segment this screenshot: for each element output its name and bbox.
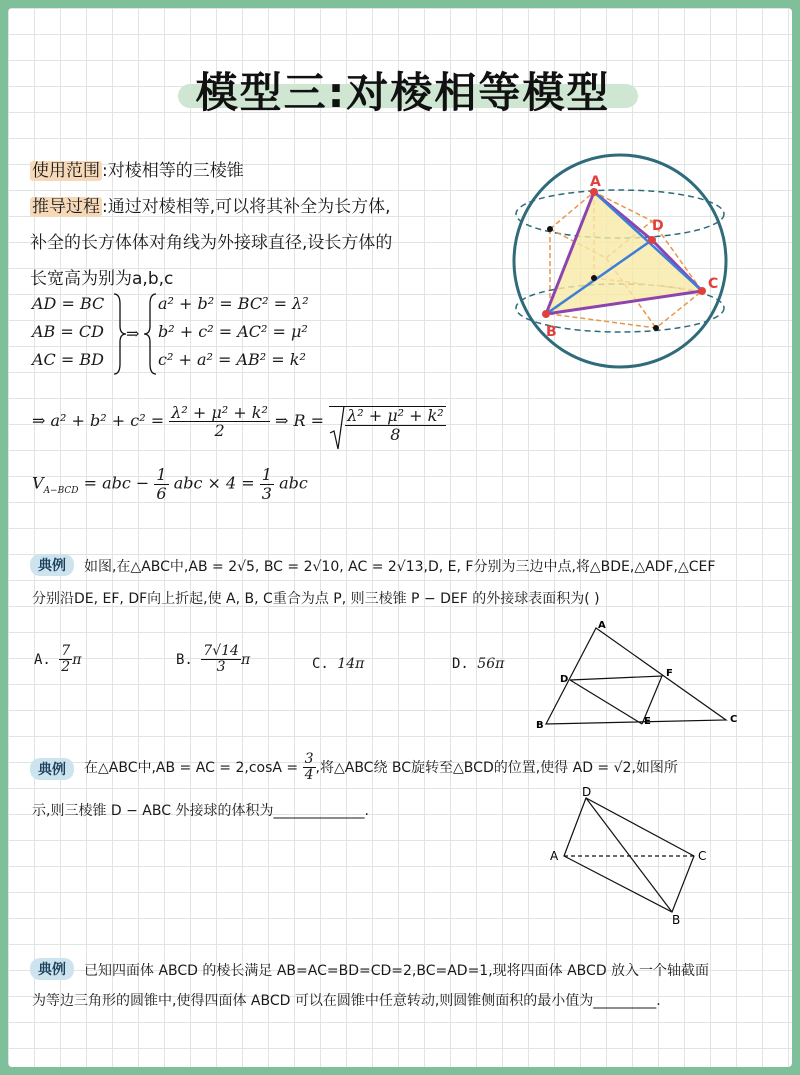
fig2-label-b: B <box>672 913 681 926</box>
option-c-label: C. <box>312 656 329 672</box>
eq-vol-frac-1 <box>154 466 168 502</box>
eq-sum-den: 2 <box>214 421 225 441</box>
page <box>8 8 792 1067</box>
example3-badge: 典例 <box>30 958 74 980</box>
eq-sum-num: λ² + μ² + k² <box>171 402 268 422</box>
usage-label: 使用范围 <box>32 161 100 181</box>
eq-vol-f2-num: 1 <box>261 465 272 484</box>
example1-line-1: 如图,在△ABC中,AB = 2√5, BC = 2√10, AC = 2√13,D, E, F分别为三边中点,将△BDE,△ADF,△CEF <box>84 559 716 575</box>
derivation-text-1: 通过对棱相等,可以将其补全为长方体, <box>107 197 391 217</box>
fig1-label-e: E <box>644 716 651 727</box>
eq-vol-v: V <box>32 473 44 493</box>
eq-r-frac <box>345 407 446 443</box>
derivation-line-3: 长宽高为别为a,b,c <box>30 269 174 289</box>
usage-sep: : <box>102 161 108 181</box>
eq-vol-end: abc <box>279 473 308 493</box>
option-b-frac <box>201 644 241 676</box>
fig2-label-a: A <box>550 849 559 863</box>
option-a-num: 7 <box>61 643 71 659</box>
option-a-tail: π <box>72 651 82 668</box>
example1-line-2: 分别沿DE, EF, DF向上折起,使 A, B, C重合为点 P, 则三棱锥 P − DEF 的外接球表面积为( ) <box>32 591 600 607</box>
example2-figure <box>544 784 724 926</box>
eq-r-num: λ² + μ² + k² <box>347 406 444 425</box>
example1-option-c <box>312 656 364 672</box>
eq-r-lhs: ⇒ R = <box>274 411 324 431</box>
vertex-c-dot <box>698 287 706 295</box>
example1-option-d <box>452 656 504 672</box>
example1-option-b <box>176 644 250 676</box>
title-block <box>168 60 638 117</box>
option-b-tail: π <box>240 651 251 668</box>
derivation-line-2: 补全的长方体体对角线为外接球直径,设长方体的 <box>30 233 393 253</box>
example1-option-a <box>34 644 81 676</box>
fig2-label-c: C <box>698 849 707 863</box>
vertex-d-dot <box>648 236 656 244</box>
example3-line-2: 为等边三角形的圆锥中,使得四面体 ABCD 可以在圆锥中任意转动,则圆锥侧面积的最小值为_________. <box>32 993 661 1009</box>
sphere-cuboid-figure <box>502 148 742 378</box>
label-c: C <box>708 276 719 292</box>
eq-vol-frac-2 <box>260 466 274 502</box>
example2-text-a: 在△ABC中,AB = AC = 2,cosA = <box>84 759 299 776</box>
example2-cos-num: 3 <box>304 751 314 767</box>
example3-line-1: 已知四面体 ABCD 的棱长满足 AB=AC=BD=CD=2,BC=AD=1,现将四面体 ABCD 放入一个轴截面 <box>84 963 710 979</box>
eq-implies: ⇒ <box>126 324 140 343</box>
eq-sum <box>32 400 446 443</box>
eq-right-2: b² + c² = AC² = μ² <box>158 322 308 341</box>
eq-vol-sub: A−BCD <box>43 485 79 496</box>
example1-figure <box>532 614 742 732</box>
fig2-label-d: D <box>582 785 592 799</box>
fig1-label-d: D <box>560 674 569 685</box>
example1-badge: 典例 <box>30 554 74 576</box>
vertex-dot <box>591 275 597 281</box>
eq-right-1: a² + b² = BC² = λ² <box>158 294 309 313</box>
eq-r-radical <box>329 406 446 443</box>
page-title: 模型三:对棱相等模型 <box>195 68 611 117</box>
example2-text-b: ,将△ABC绕 BC旋转至△BCD的位置,使得 AD = √2,如图所 <box>315 759 678 776</box>
vertex-dot <box>547 226 553 232</box>
derivation-sep: : <box>102 197 108 217</box>
eq-sum-frac <box>169 404 270 440</box>
label-b: B <box>546 324 557 340</box>
sqrt-sign <box>329 405 345 451</box>
eq-vol-mid2: abc × 4 = <box>173 473 255 493</box>
usage-text: 对棱相等的三棱锥 <box>107 161 244 181</box>
eq-vol-f1-num: 1 <box>156 465 167 484</box>
eq-sum-lhs: ⇒ a² + b² + c² = <box>32 411 165 431</box>
eq-left-2: AB = CD <box>32 322 104 341</box>
option-a-den: 2 <box>61 659 71 676</box>
eq-vol-f2-den: 3 <box>261 483 272 503</box>
eq-r-den: 8 <box>390 424 401 444</box>
option-a-frac <box>59 644 72 676</box>
example2-cos-den: 4 <box>304 767 314 784</box>
label-d: D <box>652 218 664 234</box>
vertex-dot <box>653 325 659 331</box>
derivation-label: 推导过程 <box>32 197 100 217</box>
fig1-label-a: A <box>598 620 606 631</box>
derivation-line-1 <box>30 192 391 217</box>
example2-badge: 典例 <box>30 758 74 780</box>
example2-cos-frac <box>303 752 316 784</box>
fig1-label-c: C <box>730 714 738 725</box>
eq-vol-mid: = abc − <box>83 473 150 493</box>
eq-left-1: AD = BC <box>32 294 105 313</box>
option-d-label: D. <box>452 656 469 672</box>
eq-vol-f1-den: 6 <box>156 483 167 503</box>
example2-line-1 <box>84 752 678 784</box>
example2-line-2: 示,则三棱锥 D − ABC 外接球的体积为_____________. <box>32 803 369 819</box>
eq-right-3: c² + a² = AB² = k² <box>158 350 306 369</box>
option-b-num: 7√14 <box>203 643 239 659</box>
fig1-label-b: B <box>536 720 544 731</box>
option-c-value: 14π <box>337 656 365 672</box>
eq-left-3: AC = BD <box>32 350 104 369</box>
label-a: A <box>590 174 601 190</box>
option-a-label: A. <box>34 651 51 668</box>
vertex-b-dot <box>542 310 550 318</box>
fig1-label-f: F <box>666 668 673 679</box>
usage-line <box>30 156 244 181</box>
option-d-value: 56π <box>477 656 505 672</box>
option-b-den: 3 <box>216 659 226 676</box>
option-b-label: B. <box>176 651 193 668</box>
eq-volume <box>32 466 308 502</box>
